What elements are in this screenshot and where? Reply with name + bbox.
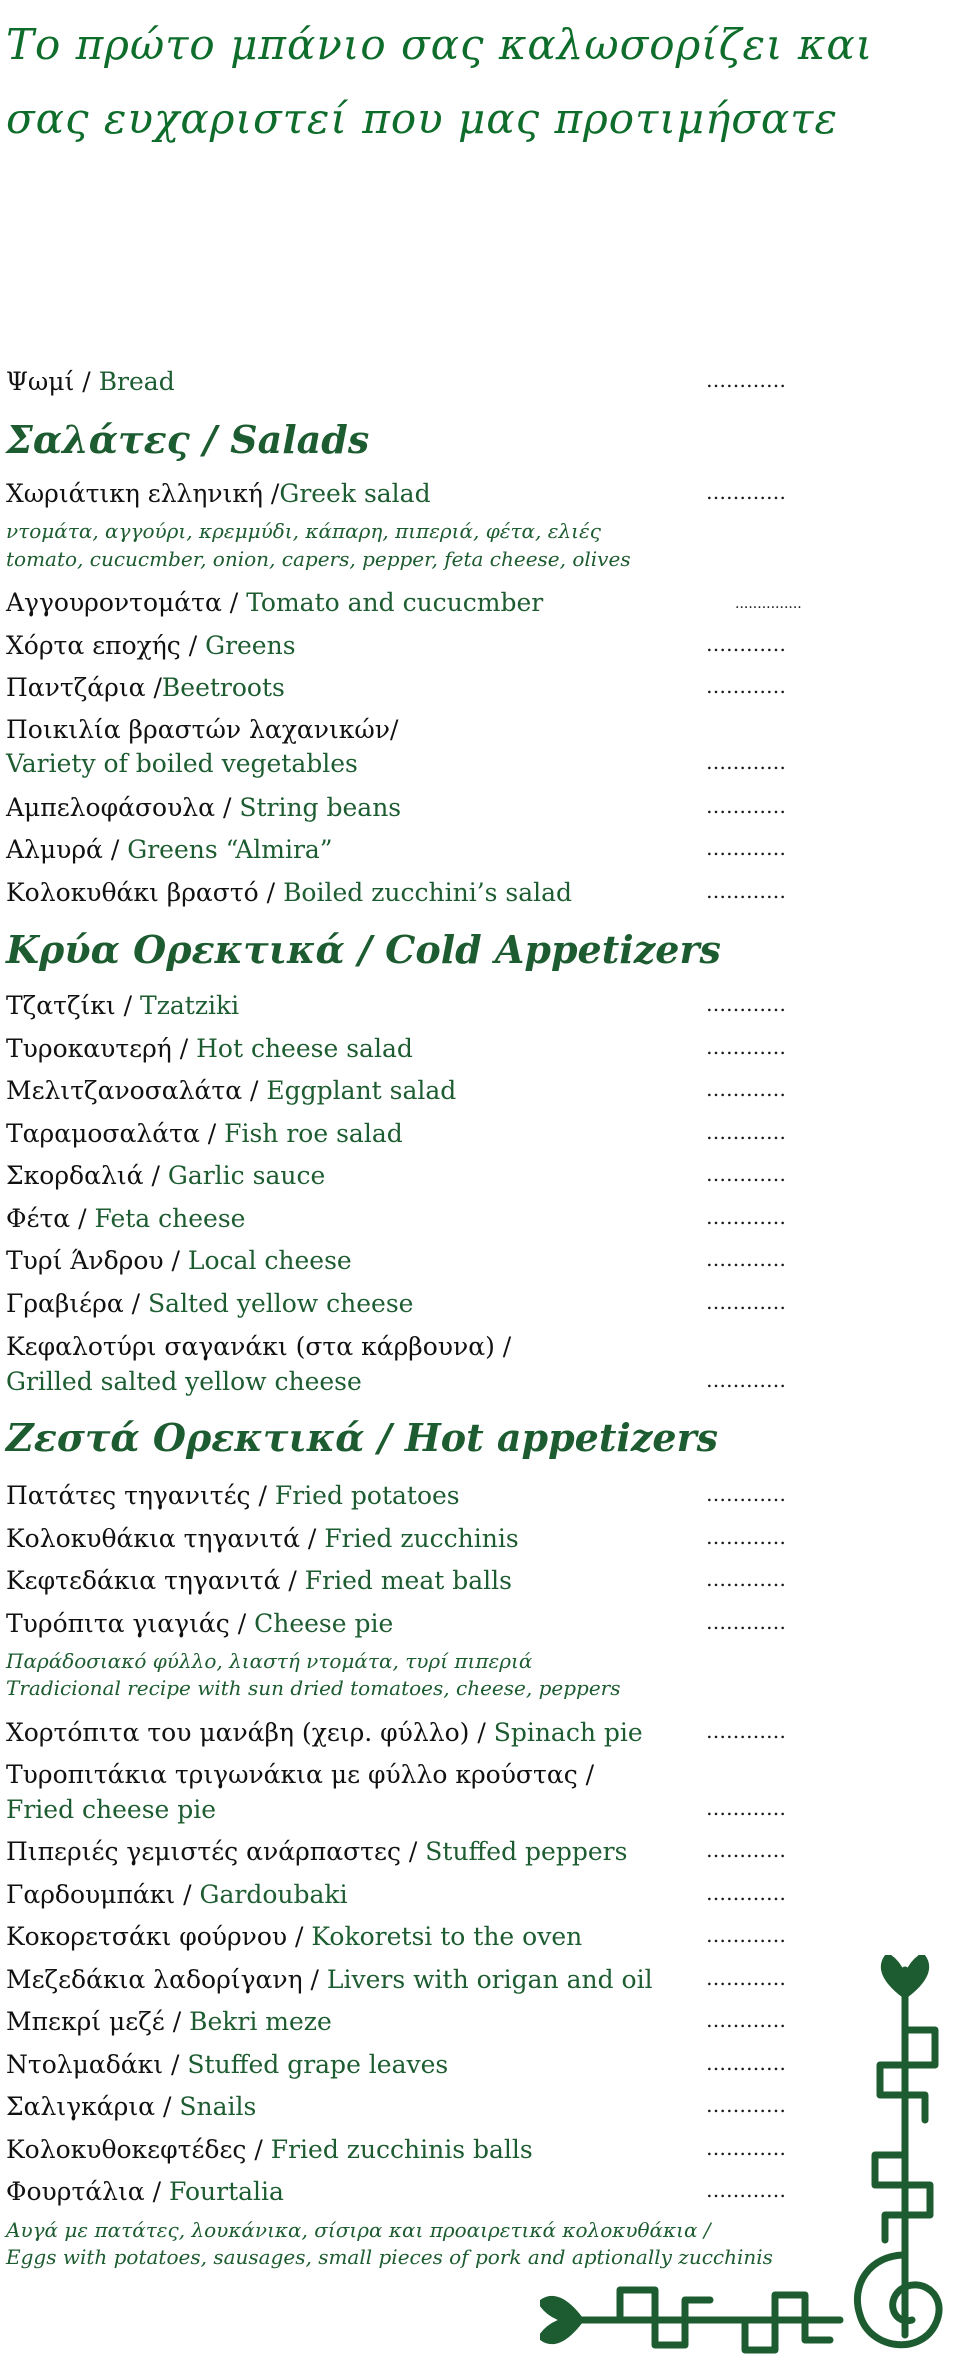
- menu-item-string-beans: Αμπελοφάσουλα / String beans: [6, 793, 402, 822]
- price-dots: ...............: [735, 596, 802, 612]
- menu-item-almira: Αλμυρά / Greens “Almira”: [6, 835, 333, 864]
- menu-item-greek-salad: Χωριάτικη ελληνική /Greek salad: [6, 479, 431, 508]
- welcome-header: [6, 8, 946, 156]
- menu-item-variety: Ποικιλία βραστών λαχανικών/: [6, 715, 399, 744]
- menu-item-greens: Χόρτα εποχής / Greens: [6, 631, 296, 660]
- menu-item-kokoretsi: Κοκορετσάκι φούρνου / Kokoretsi to the oven: [6, 1922, 583, 1951]
- price-dots: …………: [706, 2008, 786, 2032]
- price-dots: …………: [706, 1881, 786, 1905]
- menu-item-bekri-meze: Μπεκρί μεζέ / Bekri meze: [6, 2007, 332, 2036]
- menu-item-tiropitakia: Τυροπιτάκια τριγωνάκια με φύλλο κρούστας /: [6, 1760, 595, 1789]
- cheese-pie-note-gr: Παράδοσιακό φύλλο, λιαστή ντομάτα, τυρί πιπεριά: [6, 1649, 533, 1673]
- price-dots: …………: [706, 1923, 786, 1947]
- price-dots: …………: [706, 1482, 786, 1506]
- menu-item-zucchini-balls: Κολοκυθοκεφτέδες / Fried zucchinis balls: [6, 2135, 533, 2164]
- price-dots: …………: [706, 674, 786, 698]
- price-dots: …………: [706, 1719, 786, 1743]
- price-dots: …………: [706, 1077, 786, 1101]
- menu-item-dolmades: Ντολμαδάκι / Stuffed grape leaves: [6, 2050, 449, 2079]
- price-dots: …………: [706, 1162, 786, 1186]
- price-dots: …………: [706, 1838, 786, 1862]
- menu-item-tiropitakia-en: Fried cheese pie: [6, 1795, 217, 1824]
- section-title-hot-appetizers: Ζεστά Ορεκτικά / Hot appetizers: [6, 1415, 718, 1460]
- menu-item-skordalia: Σκορδαλιά / Garlic sauce: [6, 1161, 326, 1190]
- menu-item-kefalotyri-en: Grilled salted yellow cheese: [6, 1367, 362, 1396]
- section-title-cold-appetizers: Κρύα Ορεκτικά / Cold Appetizers: [6, 927, 721, 972]
- price-dots: …………: [706, 1205, 786, 1229]
- welcome-line-1: Το πρώτο μπάνιο σας καλωσορίζει και: [6, 20, 874, 69]
- menu-item-cheese-pie: Τυρόπιτα γιαγιάς / Cheese pie: [6, 1609, 394, 1638]
- menu-item-feta: Φέτα / Feta cheese: [6, 1204, 246, 1233]
- menu-item-livers: Μεζεδάκια λαδορίγανη / Livers with origan and oil: [6, 1965, 653, 1994]
- price-dots: …………: [706, 480, 786, 504]
- menu-item-fried-zucchinis: Κολοκυθάκια τηγανιτά / Fried zucchinis: [6, 1524, 519, 1553]
- price-dots: …………: [706, 632, 786, 656]
- menu-item-stuffed-peppers: Πιπεριές γεμιστές ανάρπαστες / Stuffed peppers: [6, 1837, 628, 1866]
- menu-item-beetroots: Παντζάρια /Beetroots: [6, 673, 285, 702]
- price-dots: …………: [706, 1290, 786, 1314]
- cheese-pie-note-en: Tradicional recipe with sun dried tomatoes, cheese, peppers: [6, 1676, 621, 1700]
- menu-item-andros-cheese: Τυρί Άνδρου / Local cheese: [6, 1246, 352, 1275]
- menu-item-gardoubaki: Γαρδουμπάκι / Gardoubaki: [6, 1880, 348, 1909]
- menu-item-meat-balls: Κεφτεδάκια τηγανιτά / Fried meat balls: [6, 1566, 512, 1595]
- price-dots: …………: [706, 1120, 786, 1144]
- price-dots: …………: [706, 2136, 786, 2160]
- price-dots: …………: [706, 1796, 786, 1820]
- price-dots: …………: [706, 836, 786, 860]
- greek-salad-note-gr: ντομάτα, αγγούρι, κρεμμύδι, κάπαρη, πιπεριά, φέτα, ελιές: [6, 519, 601, 543]
- price-dots: …………: [706, 1567, 786, 1591]
- price-dots: …………: [706, 2178, 786, 2202]
- price-dots: …………: [706, 1247, 786, 1271]
- price-dots: …………: [706, 750, 786, 774]
- menu-item-boiled-zucchini: Κολοκυθάκι βραστό / Boiled zucchini’s salad: [6, 878, 573, 907]
- menu-item-taramosalata: Ταραμοσαλάτα / Fish roe salad: [6, 1119, 403, 1148]
- price-dots: …………: [706, 1368, 786, 1392]
- price-dots: …………: [706, 992, 786, 1016]
- menu-item-eggplant: Μελιτζανοσαλάτα / Eggplant salad: [6, 1076, 457, 1105]
- menu-item-snails: Σαλιγκάρια / Snails: [6, 2092, 257, 2121]
- menu-item-kefalotyri: Κεφαλοτύρι σαγανάκι (στα κάρβουνα) /: [6, 1332, 512, 1361]
- menu-item-spinach-pie: Χορτόπιτα του μανάβη (χειρ. φύλλο) / Spinach pie: [6, 1718, 643, 1747]
- menu-item-graviera: Γραβιέρα / Salted yellow cheese: [6, 1289, 414, 1318]
- section-title-salads: Σαλάτες / Salads: [6, 417, 370, 462]
- menu-item-tzatziki: Τζατζίκι / Tzatziki: [6, 991, 240, 1020]
- price-dots: …………: [706, 1035, 786, 1059]
- price-dots: …………: [706, 879, 786, 903]
- fourtalia-note-en: Eggs with potatoes, sausages, small pieces of pork and aptionally zucchinis: [6, 2245, 773, 2269]
- welcome-line-2: σας ευχαριστεί που μας προτιμήσατε: [6, 94, 839, 143]
- menu-item-tomato: Αγγουροντομάτα / Tomato and cucucmber: [6, 588, 544, 617]
- greek-ornament-icon: [540, 1955, 960, 2374]
- price-dots: …………: [706, 2051, 786, 2075]
- price-dots: …………: [706, 1610, 786, 1634]
- price-dots: …………: [706, 794, 786, 818]
- menu-item-tyrokafteri: Τυροκαυτερή / Hot cheese salad: [6, 1034, 413, 1063]
- price-dots: …………: [706, 2093, 786, 2117]
- menu-item-bread: Ψωμί / Bread: [6, 367, 175, 396]
- price-dots: …………: [706, 368, 786, 392]
- menu-item-fried-potatoes: Πατάτες τηγανιτές / Fried potatoes: [6, 1481, 460, 1510]
- price-dots: …………: [706, 1966, 786, 1990]
- fourtalia-note-gr: Αυγά με πατάτες, λουκάνικα, σίσιρα και προαιρετικά κολοκυθάκια /: [6, 2218, 711, 2242]
- menu-item-fourtalia: Φουρτάλια / Fourtalia: [6, 2177, 284, 2206]
- price-dots: …………: [706, 1525, 786, 1549]
- greek-salad-note-en: tomato, cucucmber, onion, capers, pepper, feta cheese, olives: [6, 547, 631, 571]
- menu-item-variety-en: Variety of boiled vegetables: [6, 749, 358, 778]
